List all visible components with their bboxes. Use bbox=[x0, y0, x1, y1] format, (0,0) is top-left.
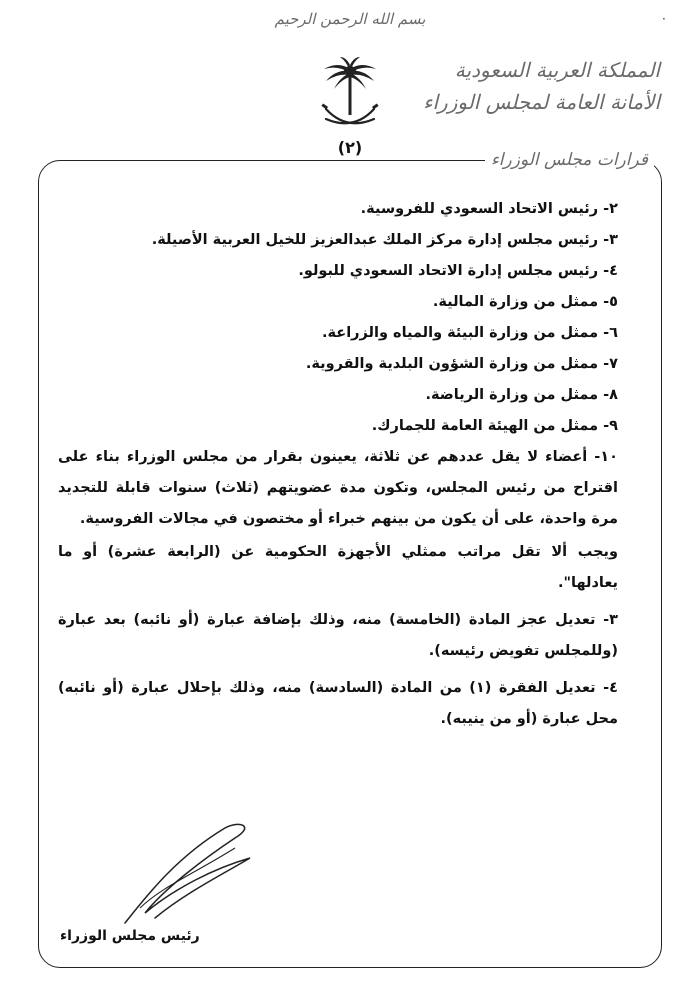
list-item: ٢- رئيس الاتحاد السعودي للفروسية. bbox=[360, 201, 618, 217]
decision-label: قرارات مجلس الوزراء bbox=[485, 150, 654, 170]
list-item: ٩- ممثل من الهيئة العامة للجمارك. bbox=[371, 418, 618, 434]
list-item-10: ١٠- أعضاء لا يقل عددهم عن ثلاثة، يعينون بقرار من مجلس الوزراء بناء على اقتراح من رئيس المجلس، وتكون مدة عضويتهم (ثلاث) سنوات قابلة للتجديد مرة واحدة، على أن يكون من بينهم خبراء أو مختصون في مجالات الفروسية. bbox=[58, 449, 618, 527]
list-item: ٣- رئيس مجلس إدارة مركز الملك عبدالعزيز للخيل العربية الأصيلة. bbox=[151, 232, 618, 248]
list-item: ٧- ممثل من وزارة الشؤون البلدية والقروية. bbox=[305, 356, 618, 372]
page-number: (٢) bbox=[337, 138, 363, 157]
corner-mark: · bbox=[662, 12, 666, 26]
amendment-4: ٤- تعديل الفقرة (١) من المادة (السادسة) منه، وذلك بإحلال عبارة (أو نائبه) محل عبارة (أو من ينيبه). bbox=[58, 680, 618, 727]
amendment-3: ٣- تعديل عجز المادة (الخامسة) منه، وذلك بإضافة عبارة (أو نائبه) بعد عبارة (وللمجلس تفويض رئيسه). bbox=[58, 612, 618, 659]
list-item: ٥- ممثل من وزارة المالية. bbox=[432, 294, 618, 310]
signatory-title: رئيس مجلس الوزراء bbox=[60, 928, 200, 944]
kingdom-title: المملكة العربية السعودية bbox=[454, 58, 660, 82]
list-item: ٦- ممثل من وزارة البيئة والمياه والزراعة. bbox=[322, 325, 618, 341]
basmala: بسم الله الرحمن الرحيم bbox=[274, 10, 426, 28]
secretariat-title: الأمانة العامة لمجلس الوزراء bbox=[423, 90, 660, 114]
signature-icon bbox=[115, 818, 265, 928]
rank-note: ويجب ألا تقل مراتب ممثلي الأجهزة الحكومية عن (الرابعة عشرة) أو ما يعادلها". bbox=[58, 544, 618, 591]
palm-and-swords-emblem-icon bbox=[318, 55, 382, 135]
list-item: ٨- ممثل من وزارة الرياضة. bbox=[425, 387, 618, 403]
list-item: ٤- رئيس مجلس إدارة الاتحاد السعودي للبولو. bbox=[298, 263, 618, 279]
document-body bbox=[58, 194, 618, 735]
